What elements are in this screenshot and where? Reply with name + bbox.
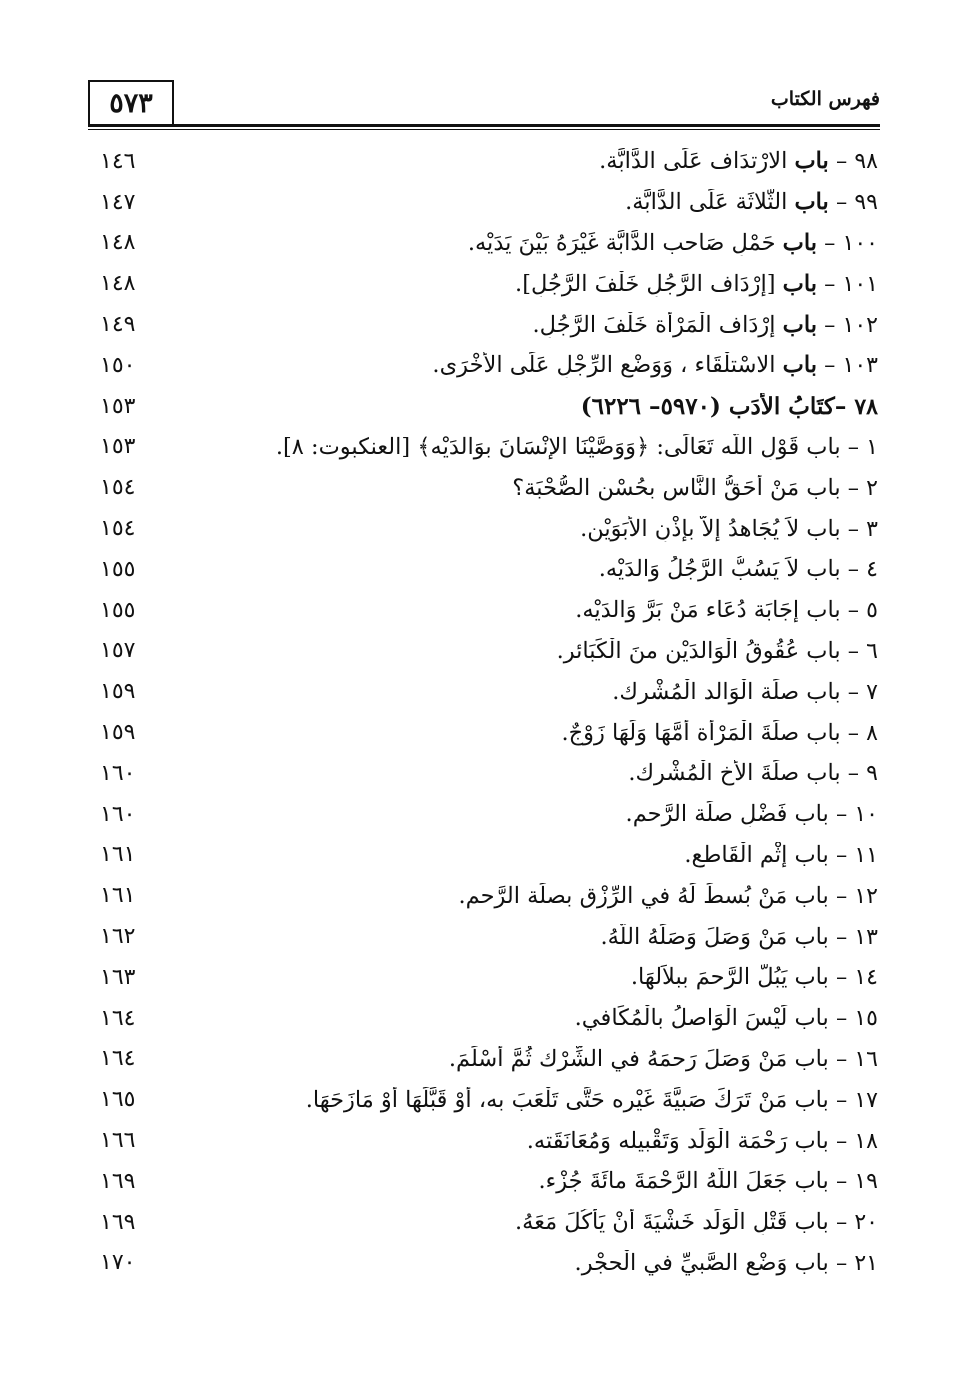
toc-entry-separator: – bbox=[828, 964, 855, 991]
toc-page-number: ١٦٩ bbox=[100, 1168, 136, 1194]
toc-entry-title bbox=[170, 475, 878, 501]
toc-entry-text: الاسْتلْقَاء ، وَوَضْعِ الرِّجْلِ عَلَى الأُخْرَى. bbox=[432, 352, 783, 379]
toc-entry-keyword: باب bbox=[782, 311, 817, 338]
toc-entry-number: ٤ bbox=[866, 557, 878, 583]
toc-entry-title bbox=[170, 1005, 878, 1031]
toc-entry-number: ٧٨ bbox=[854, 393, 878, 420]
toc-page-number: ١٤٧ bbox=[100, 189, 136, 215]
toc-page-number: ١٦٠ bbox=[100, 801, 136, 827]
toc-entry bbox=[100, 794, 878, 835]
toc-entry-text: باب عُقُوقُ الْوَالدَيْنِ منَ الْكَبَائر. bbox=[556, 637, 841, 664]
toc-entry bbox=[100, 957, 878, 998]
toc-entry-text: باب مَنْ بُسطَ لَهُ في الرِّزْق بصلَة الرَّحمِ. bbox=[458, 882, 829, 909]
toc-entry-title bbox=[170, 597, 878, 623]
toc-entry-number: ١٠١ bbox=[842, 271, 878, 297]
toc-entry bbox=[100, 875, 878, 916]
toc-entry-title bbox=[170, 434, 878, 460]
toc-entry-keyword: باب bbox=[794, 148, 829, 175]
toc-entry-title bbox=[170, 312, 878, 338]
toc-entry-title bbox=[170, 1168, 878, 1194]
toc-page-number: ١٦٢ bbox=[100, 924, 136, 950]
toc-entry-number: ١٤ bbox=[854, 965, 878, 991]
toc-page-number: ١٥٣ bbox=[100, 393, 136, 419]
toc-entry bbox=[100, 835, 878, 876]
toc-entry-number: ٦ bbox=[866, 638, 878, 664]
toc-entry-separator: – bbox=[840, 637, 867, 664]
toc-entry-text: حَمْلِ صَاحب الدَّابَّة غَيْرَهُ بَيْنَ يَدَيْه. bbox=[467, 229, 783, 256]
toc-entry-separator: – bbox=[828, 1045, 855, 1072]
toc-entry bbox=[100, 1243, 878, 1284]
toc-entry-number: ١٥ bbox=[854, 1006, 878, 1032]
toc-entry-text: باب مَنْ وَصَلَ رَحمَهُ في الشِّرْك ثُمَّ أَسْلَمَ. bbox=[448, 1045, 829, 1072]
toc-entry-text: إرْدَاف الْمَرْأَة خَلْفَ الرَّجُلِ. bbox=[532, 311, 783, 338]
toc-entry bbox=[100, 1039, 878, 1080]
toc-entry-title bbox=[170, 760, 878, 786]
toc-entry bbox=[100, 304, 878, 345]
toc-entry-title bbox=[170, 720, 878, 746]
toc-page-number: ١٥٩ bbox=[100, 679, 136, 705]
toc-entry-separator: – bbox=[828, 189, 855, 216]
toc-page-number: ١٦٥ bbox=[100, 1087, 136, 1113]
table-of-contents bbox=[100, 141, 878, 1283]
toc-entry bbox=[100, 1120, 878, 1161]
toc-entry-text: باب لاَ يَسُبُّ الرَّجُلُ وَالدَيْه. bbox=[598, 556, 841, 583]
toc-entry bbox=[100, 1202, 878, 1243]
toc-entry-keyword: باب bbox=[794, 189, 829, 216]
toc-entry-text: باب صلَةَ الأَخ الْمُشْرك. bbox=[628, 760, 841, 787]
toc-entry-separator: – bbox=[816, 229, 843, 256]
toc-entry-title bbox=[170, 352, 878, 378]
toc-entry-separator: – bbox=[840, 556, 867, 583]
toc-entry-number: ١١ bbox=[854, 842, 878, 868]
toc-entry-title bbox=[170, 516, 878, 542]
toc-entry-number: ٢٠ bbox=[854, 1210, 878, 1236]
toc-entry-separator: – bbox=[828, 923, 855, 950]
toc-entry-text: باب مَنْ تَرَكَ صَبيَّةَ غَيْره حَتَّى تَلْعَبَ به، أَوْ قَبَّلَهَا أَوْ مَازَحَهَا. bbox=[305, 1086, 829, 1113]
toc-entry bbox=[100, 712, 878, 753]
toc-page-number: ١٦٩ bbox=[100, 1209, 136, 1235]
toc-entry-number: ٥ bbox=[866, 598, 878, 624]
toc-entry bbox=[100, 753, 878, 794]
toc-entry-separator: – bbox=[840, 760, 867, 787]
toc-entry-text: باب لَيْسَ الْوَاصلُ بالْمُكَافي. bbox=[574, 1005, 829, 1032]
header-rule-thick bbox=[88, 124, 880, 127]
header-rule-thin bbox=[88, 129, 880, 130]
toc-page-number: ١٥٠ bbox=[100, 352, 136, 378]
toc-entry-separator: – bbox=[840, 433, 867, 460]
toc-section-heading bbox=[100, 386, 878, 427]
toc-entry bbox=[100, 182, 878, 223]
toc-entry bbox=[100, 1161, 878, 1202]
toc-entry-keyword: باب bbox=[782, 270, 817, 297]
toc-entry-text: باب قَتْلِ الْوَلَد خَشْيَةَ أَنْ يَأْكُلَ مَعَهُ. bbox=[515, 1209, 829, 1236]
toc-entry-separator: – bbox=[828, 1249, 855, 1276]
toc-entry-number: ١٣ bbox=[854, 924, 878, 950]
running-title: فهرس الكتاب bbox=[770, 88, 880, 110]
toc-entry-title bbox=[170, 230, 878, 256]
toc-page-number: ١٥٤ bbox=[100, 516, 136, 542]
toc-entry-title bbox=[170, 1046, 878, 1072]
toc-entry-separator: – bbox=[834, 392, 855, 420]
toc-entry-separator: – bbox=[828, 1127, 855, 1154]
toc-entry-separator: – bbox=[828, 1168, 855, 1195]
toc-entry-keyword: باب bbox=[782, 229, 817, 256]
toc-page-number: ١٦١ bbox=[100, 842, 136, 868]
toc-page-number: ١٤٦ bbox=[100, 148, 136, 174]
toc-entry-separator: – bbox=[816, 352, 843, 379]
toc-entry-title bbox=[170, 801, 878, 827]
toc-entry-separator: – bbox=[828, 1086, 855, 1113]
toc-entry bbox=[100, 263, 878, 304]
toc-entry-number: ١٩ bbox=[854, 1169, 878, 1195]
toc-entry-number: ٩٩ bbox=[854, 190, 878, 216]
toc-entry-text: باب لاَ يُجَاهدُ إلاَّ بإذْنِ الأَبَوَيْنِ. bbox=[580, 515, 841, 542]
toc-entry-text: باب صلَةَ الْمَرْأَة أُمَّهَا وَلَهَا زَوْجٌ. bbox=[561, 719, 841, 746]
toc-page-number: ١٦٤ bbox=[100, 1046, 136, 1072]
toc-entry-title bbox=[170, 1087, 878, 1113]
toc-entry bbox=[100, 223, 878, 264]
page-number: ٥٧٣ bbox=[88, 80, 174, 124]
toc-entry-text: [إرْدَاف الرَّجُلِ خَلْفَ الرَّجُلِ]. bbox=[515, 270, 783, 297]
toc-entry-separator: – bbox=[816, 311, 843, 338]
toc-entry-number: ٧ bbox=[866, 679, 878, 705]
toc-entry-number: ١٠٣ bbox=[842, 353, 878, 379]
toc-entry-number: ١ bbox=[866, 434, 878, 460]
toc-entry-separator: – bbox=[840, 474, 867, 501]
toc-page-number: ١٦٦ bbox=[100, 1128, 136, 1154]
toc-entry-title bbox=[170, 1250, 878, 1276]
toc-page-number: ١٧٠ bbox=[100, 1250, 136, 1276]
toc-entry-title bbox=[170, 883, 878, 909]
toc-entry-title bbox=[170, 189, 878, 215]
toc-entry-title bbox=[170, 842, 878, 868]
toc-entry-title bbox=[170, 1209, 878, 1235]
toc-page-number: ١٦١ bbox=[100, 883, 136, 909]
toc-page-number: ١٦٣ bbox=[100, 964, 136, 990]
toc-page-number: ١٤٨ bbox=[100, 230, 136, 256]
toc-entry-number: ٢ bbox=[866, 475, 878, 501]
toc-entry bbox=[100, 508, 878, 549]
toc-entry-text: باب مَنْ وَصَلَ وَصَلَهُ اللَّهُ. bbox=[600, 923, 829, 950]
toc-page-number: ١٥٣ bbox=[100, 434, 136, 460]
toc-entry-separator: – bbox=[828, 1005, 855, 1032]
toc-entry-number: ١٨ bbox=[854, 1128, 878, 1154]
toc-entry bbox=[100, 345, 878, 386]
toc-page-number: ١٤٨ bbox=[100, 271, 136, 297]
toc-entry-text: باب صلَة الْوَالد الْمُشْرك. bbox=[612, 678, 841, 705]
page-header bbox=[88, 80, 880, 128]
toc-entry-number: ١٠ bbox=[854, 802, 878, 828]
toc-entry-separator: – bbox=[840, 515, 867, 542]
toc-entry-text: الثَّلاثَة عَلَى الدَّابَّة. bbox=[625, 189, 795, 216]
toc-page-number: ١٦٤ bbox=[100, 1005, 136, 1031]
toc-entry-text: باب فَضْلِ صلَة الرَّحمِ. bbox=[625, 801, 829, 828]
toc-entry-text: باب إثْم الْقَاطع. bbox=[684, 841, 829, 868]
toc-entry-separator: – bbox=[828, 882, 855, 909]
toc-entry-text: باب مَنْ أَحَقُّ النَّاس بحُسْنِ الصُّحْبَة؟ bbox=[512, 474, 841, 501]
toc-entry-text: باب قَوْلِ اللَّه تَعَالَى: ﴿وَوَصَّيْنَا الإنْسَانَ بوَالدَيْه﴾ [العنكبوت: ٨]. bbox=[275, 433, 841, 460]
toc-entry-title bbox=[170, 556, 878, 582]
toc-entry bbox=[100, 671, 878, 712]
toc-entry-number: ١٠٢ bbox=[842, 312, 878, 338]
toc-entry-number: ١٧ bbox=[854, 1087, 878, 1113]
toc-page-number: ١٦٠ bbox=[100, 760, 136, 786]
toc-page-number: ١٥٥ bbox=[100, 556, 136, 582]
toc-entry-title bbox=[170, 924, 878, 950]
toc-entry-keyword: باب bbox=[782, 352, 817, 379]
toc-entry-number: ١٠٠ bbox=[842, 230, 878, 256]
toc-entry-separator: – bbox=[840, 597, 867, 624]
toc-entry-number: ٨ bbox=[866, 720, 878, 746]
toc-entry bbox=[100, 998, 878, 1039]
toc-entry-text: باب وَضْعِ الصَّبيِّ في الْحجْر. bbox=[574, 1249, 829, 1276]
toc-entry bbox=[100, 467, 878, 508]
toc-entry-separator: – bbox=[828, 1209, 855, 1236]
toc-entry-number: ١٢ bbox=[854, 883, 878, 909]
toc-entry-title bbox=[170, 679, 878, 705]
toc-entry-text: باب يَبُلُّ الرَّحمَ ببلاَلهَا. bbox=[630, 964, 829, 991]
toc-entry-text: باب جَعَلَ اللَّهُ الرَّحْمَةَ مائَةَ جُزْء. bbox=[538, 1168, 829, 1195]
toc-page-number: ١٥٧ bbox=[100, 638, 136, 664]
toc-entry bbox=[100, 590, 878, 631]
toc-entry-title bbox=[170, 638, 878, 664]
toc-entry bbox=[100, 141, 878, 182]
toc-entry-separator: – bbox=[816, 270, 843, 297]
toc-entry-text: باب رَحْمَة الْوَلَد وَتَقْبيله وَمُعَانَقَته. bbox=[526, 1127, 829, 1154]
toc-page-number: ١٤٩ bbox=[100, 312, 136, 338]
toc-page-number: ١٥٤ bbox=[100, 475, 136, 501]
toc-entry bbox=[100, 427, 878, 468]
toc-entry-title bbox=[170, 148, 878, 174]
toc-entry-number: ٢١ bbox=[854, 1250, 878, 1276]
toc-entry-text: باب إجَابَة دُعَاء مَنْ بَرَّ وَالدَيْه. bbox=[575, 597, 841, 624]
toc-entry-number: ٩ bbox=[866, 761, 878, 787]
toc-entry-separator: – bbox=[828, 801, 855, 828]
toc-entry-text: الارْتدَاف عَلَى الدَّابَّة. bbox=[599, 148, 795, 175]
toc-entry-number: ٩٨ bbox=[854, 149, 878, 175]
toc-entry-title bbox=[170, 1128, 878, 1154]
toc-entry-title bbox=[170, 964, 878, 990]
toc-entry bbox=[100, 549, 878, 590]
toc-entry-separator: – bbox=[840, 678, 867, 705]
toc-entry bbox=[100, 1079, 878, 1120]
toc-page-number: ١٥٩ bbox=[100, 720, 136, 746]
toc-entry bbox=[100, 631, 878, 672]
toc-entry-number: ١٦ bbox=[854, 1046, 878, 1072]
toc-entry-text: كتَابُ الأَدَب (٥٩٧٠– ٦٢٢٦) bbox=[580, 392, 835, 420]
toc-entry-separator: – bbox=[828, 148, 855, 175]
toc-entry-title bbox=[170, 271, 878, 297]
toc-entry-title bbox=[170, 393, 878, 420]
toc-entry bbox=[100, 916, 878, 957]
toc-entry-number: ٣ bbox=[866, 516, 878, 542]
toc-entry-separator: – bbox=[840, 719, 867, 746]
toc-entry-separator: – bbox=[828, 841, 855, 868]
toc-page-number: ١٥٥ bbox=[100, 597, 136, 623]
